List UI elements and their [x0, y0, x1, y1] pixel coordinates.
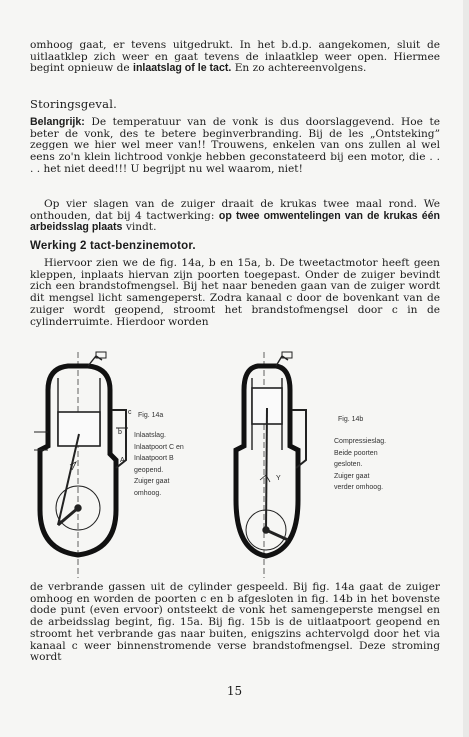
- werking-heading: Werking 2 tact-benzinemotor.: [30, 240, 196, 252]
- caption-line: Inlaatpoort B: [134, 455, 174, 462]
- krukas-bold: op twee omwentelingen van de krukas één arbeidsslag plaats: [30, 209, 440, 234]
- label-c: c: [128, 409, 132, 416]
- caption-line: Compressieslag.: [334, 438, 387, 445]
- storingsgeval-heading: Storingsgeval.: [30, 97, 117, 111]
- important-label: Belangrijk:: [30, 116, 85, 128]
- figure-14a: [30, 350, 240, 580]
- caption-line: Inlaatslag.: [134, 432, 166, 439]
- caption-line: Zuiger gaat: [334, 472, 370, 480]
- opening-text: omhoog gaat, er tevens uitgedrukt. In het b.d.p. aangekomen, sluit de uitlaatklep zich weer en gaat tevens de inlaatklep weer open. Hiermee begint opnieuw de: [30, 39, 440, 75]
- caption-line: omhoog.: [134, 489, 162, 497]
- caption-line: Inlaatpoort C en: [134, 443, 184, 451]
- caption-line: verder omhoog.: [334, 484, 384, 491]
- figure-14b-caption: [334, 436, 444, 494]
- figure-14a-number: Fig. 14a: [138, 412, 164, 419]
- krukas-end: vindt.: [125, 221, 157, 234]
- krukas-text: Op vier slagen van de zuiger draait de krukas twee maal rond. We onthouden, dat bij 4 tactwerking:: [30, 198, 440, 222]
- page-number: 15: [226, 684, 243, 698]
- figure-14a-caption: [134, 430, 229, 499]
- opening-bold: inlaatslag of le tact.: [133, 62, 232, 75]
- caption-line: gesloten.: [334, 461, 363, 468]
- label-y: Y: [276, 475, 281, 482]
- caption-line: geopend.: [134, 466, 164, 474]
- opening-end: En zo achtereenvolgens.: [234, 62, 367, 75]
- important-text: De temperatuur van de vonk is dus doorslaggevend. Hoe te beter de vonk, des te betere beginverbranding. Bij de les „Ontsteking” zeggen we hier wel meer van!! Trouwens, enkelen van ons zullen al wel eens zo'n klein lichtrood vonkje hebben geconstateerd bij een motor, die . . . . het niet deed!!! U begrijpt nu wel waarom, niet!: [30, 116, 440, 175]
- important-paragraph: [30, 117, 440, 176]
- werking-paragraph: Hiervoor zien we de fig. 14a, b en 15a, b. De tweetactmotor heeft geen kleppen, inplaats hiervan zijn poorten toegepast. Onder de zuiger bevindt zich een brandstofmengsel. Bij het naar beneden gaan van de zuiger wordt dit mengsel licht samengeperst. Zodra kanaal c door de bovenkant van de zuiger wordt geopend, stroomt het brandstofmengsel door c in de cylinderruimte. Hierdoor worden: [30, 257, 440, 328]
- opening-paragraph: [30, 40, 440, 75]
- label-a: A: [120, 457, 125, 464]
- page-edge: [463, 0, 469, 737]
- caption-line: Beide poorten: [334, 449, 378, 457]
- krukas-paragraph: [30, 199, 440, 234]
- label-b: b: [118, 429, 122, 436]
- caption-line: Zuiger gaat: [134, 478, 170, 485]
- closing-paragraph: de verbrande gassen uit de cylinder gespeeld. Bij fig. 14a gaat de zuiger omhoog en worden de poorten c en b afgesloten in fig. 14b in het bovenste dode punt (even ervoor) ontsteekt de vonk het samengeperste mengsel en de arbeidsslag begint, fig. 15a. Bij fig. 15b is de uitlaatpoort geopend en stroomt het verbrande gas naar buiten, enigszins achtervolgd door het via kanaal c weer binnenstromende verse brandstofmengsel. Deze stroming wordt: [30, 581, 440, 664]
- figure-14b: [230, 350, 450, 580]
- figure-14b-number: Fig. 14b: [338, 416, 364, 423]
